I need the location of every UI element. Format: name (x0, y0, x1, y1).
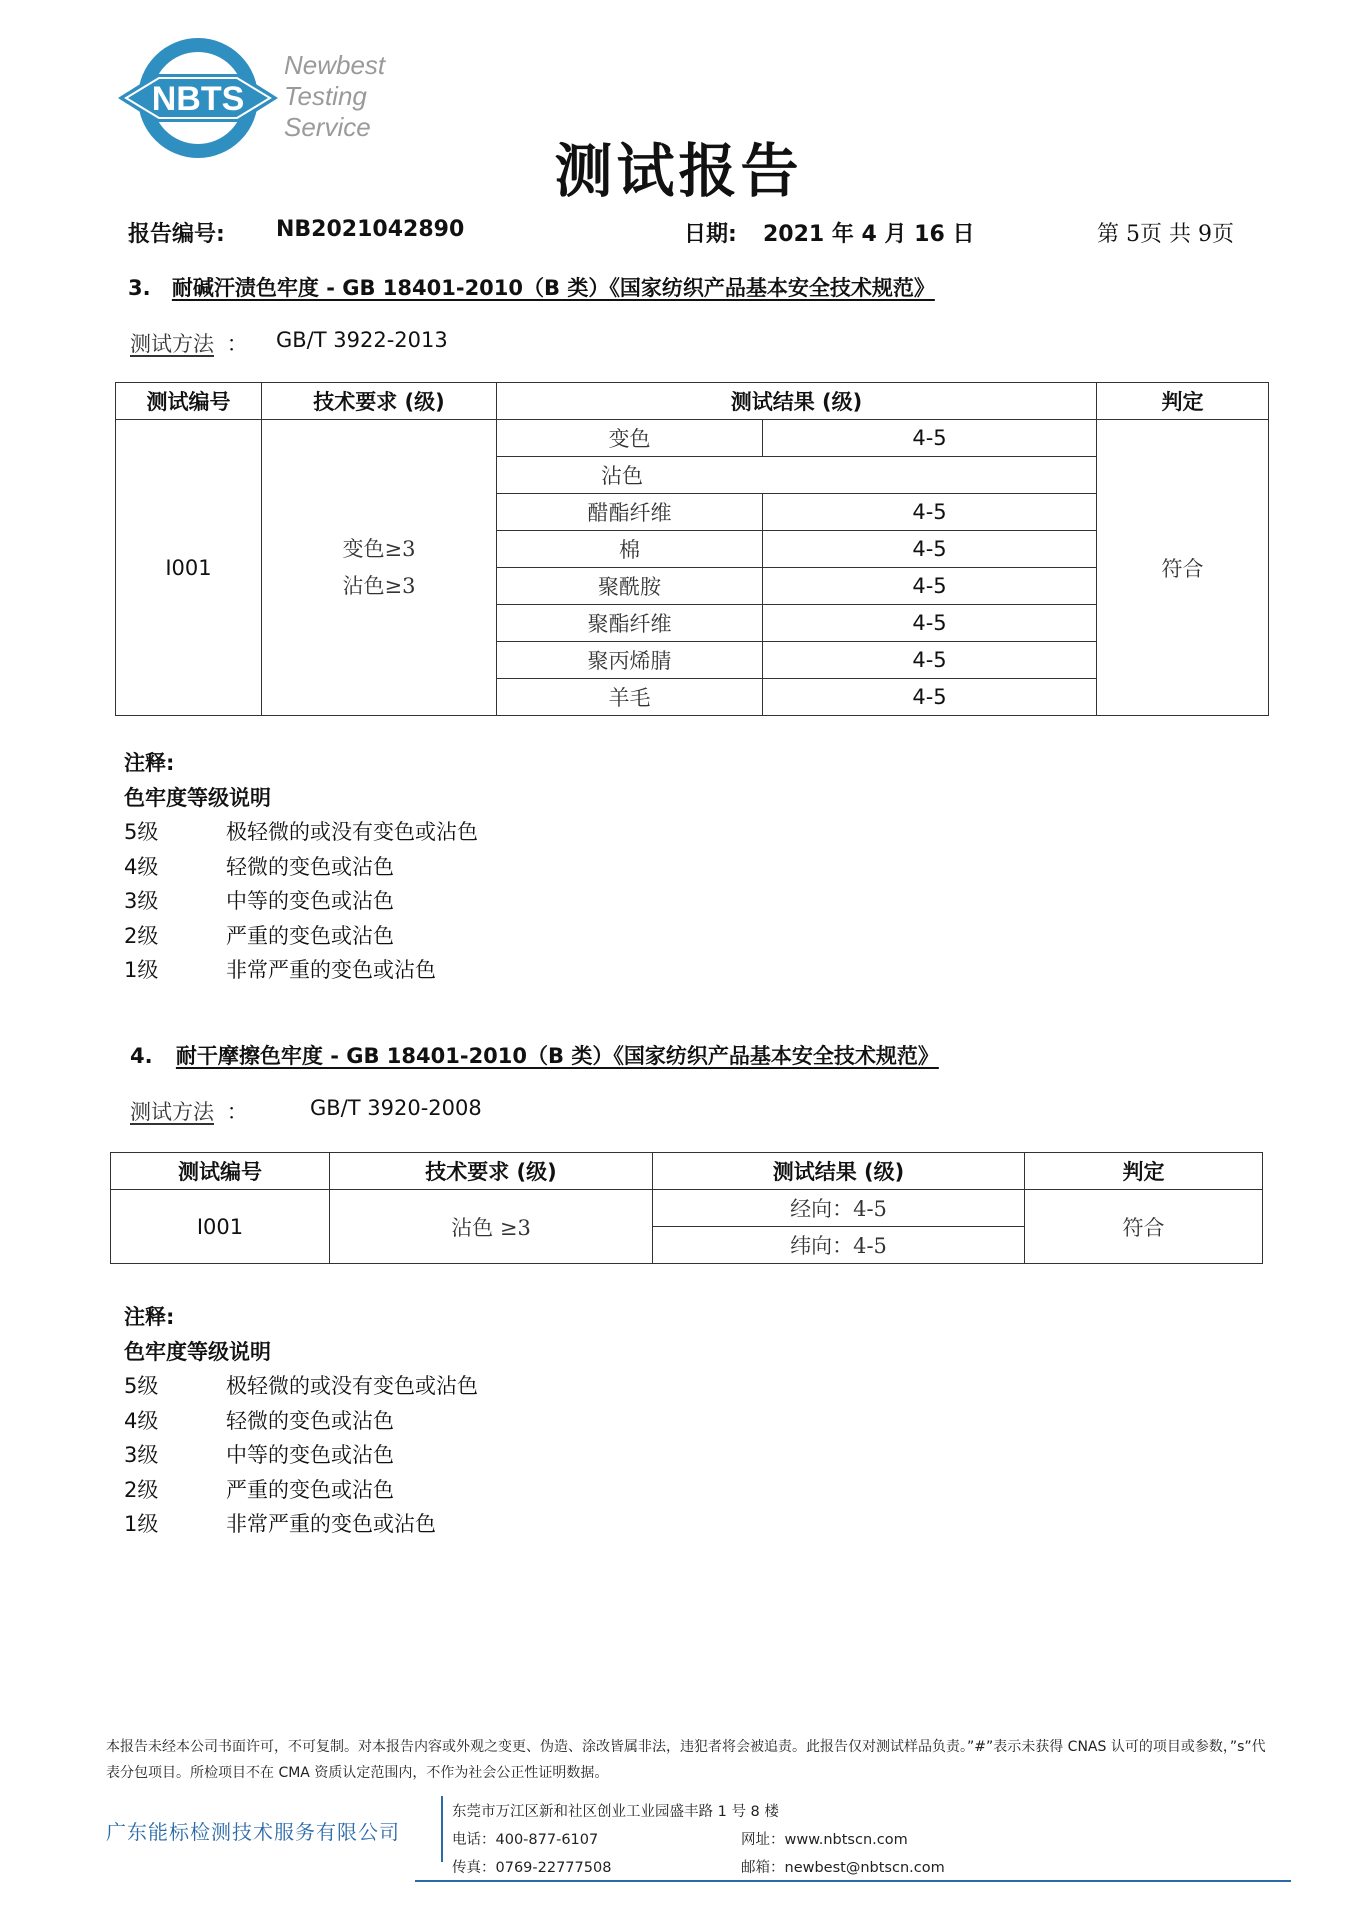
requirement: 沾色 ≥3 (330, 1190, 653, 1264)
list-item (124, 884, 478, 919)
logo-line-2: Testing (284, 81, 367, 111)
col-header-verdict: 判定 (1025, 1153, 1263, 1190)
table-header-row (116, 383, 1269, 420)
footer-horizontal-divider (415, 1880, 1291, 1882)
notes-label: 注释: (124, 751, 175, 775)
date-label: 日期: (684, 222, 737, 247)
footer-website: 网址：www.nbtscn.com (741, 1832, 908, 1848)
requirement-line-2: 沾色≥3 (342, 573, 416, 598)
col-header-requirement: 技术要求 (级) (262, 383, 497, 420)
result-item: 聚丙烯腈 (497, 642, 763, 679)
table-header-row (111, 1153, 1263, 1190)
section-3-number: 3. (128, 276, 151, 300)
result-value: 4-5 (763, 642, 1097, 679)
result-item: 变色 (497, 420, 763, 457)
grade-desc: 极轻微的或没有变色或沾色 (226, 820, 478, 844)
method-label: 测试方法 (130, 1100, 214, 1124)
list-item (124, 1473, 478, 1508)
requirement-line-1: 变色≥3 (342, 536, 416, 561)
notes-block-2 (124, 1300, 478, 1542)
col-header-id: 测试编号 (111, 1153, 330, 1190)
notes-block-1 (124, 746, 478, 988)
grade-desc: 轻微的变色或沾色 (226, 854, 394, 879)
grade: 3级 (124, 1443, 159, 1467)
grade-desc: 非常严重的变色或沾色 (226, 958, 436, 982)
list-item (124, 1369, 478, 1404)
result-value: 4-5 (763, 605, 1097, 642)
requirement (262, 420, 497, 716)
list-item (124, 815, 478, 850)
grade-desc: 中等的变色或沾色 (226, 1443, 394, 1467)
sample-id: I001 (111, 1190, 330, 1264)
report-date: 2021 年 4 月 16 日 (763, 222, 975, 247)
section-3-method (130, 328, 448, 358)
grade: 3级 (124, 889, 159, 913)
result-item: 聚酯纤维 (497, 605, 763, 642)
result-warp: 经向：4-5 (653, 1190, 1025, 1227)
verdict: 符合 (1097, 420, 1269, 716)
page-info: 第 5页 共 9页 (1097, 222, 1234, 247)
grade: 5级 (124, 1374, 159, 1398)
page-title: 测试报告 (554, 137, 803, 205)
col-header-id: 测试编号 (116, 383, 262, 420)
logo-line-1: Newbest (284, 50, 386, 80)
list-item (124, 850, 478, 885)
result-value: 4-5 (763, 531, 1097, 568)
method-label: 测试方法 (130, 332, 214, 356)
footer-email: 邮箱：newbest@nbtscn.com (741, 1860, 945, 1876)
section-3-table (115, 382, 1269, 716)
section-4-number: 4. (130, 1044, 153, 1068)
method-colon: ： (226, 1100, 248, 1124)
list-item (124, 1507, 478, 1542)
section-4-method (130, 1096, 482, 1126)
result-item: 醋酯纤维 (497, 494, 763, 531)
result-weft: 纬向：4-5 (653, 1227, 1025, 1264)
list-item (124, 1438, 478, 1473)
result-item: 棉 (497, 531, 763, 568)
grade: 4级 (124, 1408, 159, 1433)
footer-phone: 电话：400-877-6107 (452, 1832, 599, 1848)
table-row (111, 1190, 1263, 1227)
result-item: 聚酰胺 (497, 568, 763, 605)
grade-desc: 严重的变色或沾色 (226, 923, 394, 948)
result-value: 4-5 (763, 679, 1097, 716)
verdict: 符合 (1025, 1190, 1263, 1264)
result-item: 羊毛 (497, 679, 763, 716)
grade: 4级 (124, 854, 159, 879)
section-4-title: 耐干摩擦色牢度 - GB 18401-2010（B 类）《国家纺织产品基本安全技术规范》 (175, 1044, 939, 1068)
logo-abbr: NBTS (151, 80, 245, 118)
grade: 1级 (124, 1512, 159, 1536)
grade-desc: 中等的变色或沾色 (226, 889, 394, 913)
col-header-result: 测试结果 (级) (653, 1153, 1025, 1190)
section-3-heading (128, 272, 935, 302)
grade-desc: 非常严重的变色或沾色 (226, 1512, 436, 1536)
method-value: GB/T 3920-2008 (310, 1096, 482, 1120)
result-value: 4-5 (763, 568, 1097, 605)
footer-company-name: 广东能标检测技术服务有限公司 (106, 1820, 400, 1844)
report-no: NB2021042890 (276, 217, 465, 242)
section-4-heading (130, 1040, 939, 1070)
grade-desc: 极轻微的或没有变色或沾色 (226, 1374, 478, 1398)
list-item (124, 953, 478, 988)
grade: 2级 (124, 923, 159, 948)
logo-line-3: Service (284, 112, 371, 142)
table-row (116, 420, 1269, 457)
grade: 5级 (124, 820, 159, 844)
footer-address: 东莞市万江区新和社区创业工业园盛丰路 1 号 8 楼 (452, 1804, 779, 1820)
grade-desc: 严重的变色或沾色 (226, 1477, 394, 1502)
footer-disclaimer: 本报告未经本公司书面许可，不可复制。对本报告内容或外观之变更、伪造、涂改皆属非法，违犯者将会被追责。此报告仅对测试样品负责。”#”表示未获得 CNAS 认可的项目或参数，”s”代表分包项目。所检项目不在 CMA 资质认定范围内，不作为社会公正性证明数据。 (106, 1739, 1266, 1781)
grade: 2级 (124, 1477, 159, 1502)
method-value: GB/T 3922-2013 (276, 328, 448, 352)
method-colon: ： (226, 332, 248, 356)
sample-id: I001 (116, 420, 262, 716)
result-value: 4-5 (763, 494, 1097, 531)
notes-subtitle: 色牢度等级说明 (124, 785, 271, 810)
list-item (124, 919, 478, 954)
col-header-verdict: 判定 (1097, 383, 1269, 420)
list-item (124, 1404, 478, 1439)
notes-label: 注释: (124, 1305, 175, 1329)
result-item-staining: 沾色 (497, 457, 1097, 494)
footer-vertical-divider (441, 1796, 443, 1862)
grade: 1级 (124, 958, 159, 982)
report-no-label: 报告编号: (128, 222, 225, 247)
section-3-title: 耐碱汗渍色牢度 - GB 18401-2010（B 类）《国家纺织产品基本安全技术规范》 (171, 276, 935, 300)
grade-desc: 轻微的变色或沾色 (226, 1408, 394, 1433)
section-4-table (110, 1152, 1263, 1264)
notes-subtitle: 色牢度等级说明 (124, 1339, 271, 1364)
col-header-result: 测试结果 (级) (497, 383, 1097, 420)
result-value: 4-5 (763, 420, 1097, 457)
footer-fax: 传真：0769-22777508 (452, 1860, 612, 1876)
col-header-requirement: 技术要求 (级) (330, 1153, 653, 1190)
